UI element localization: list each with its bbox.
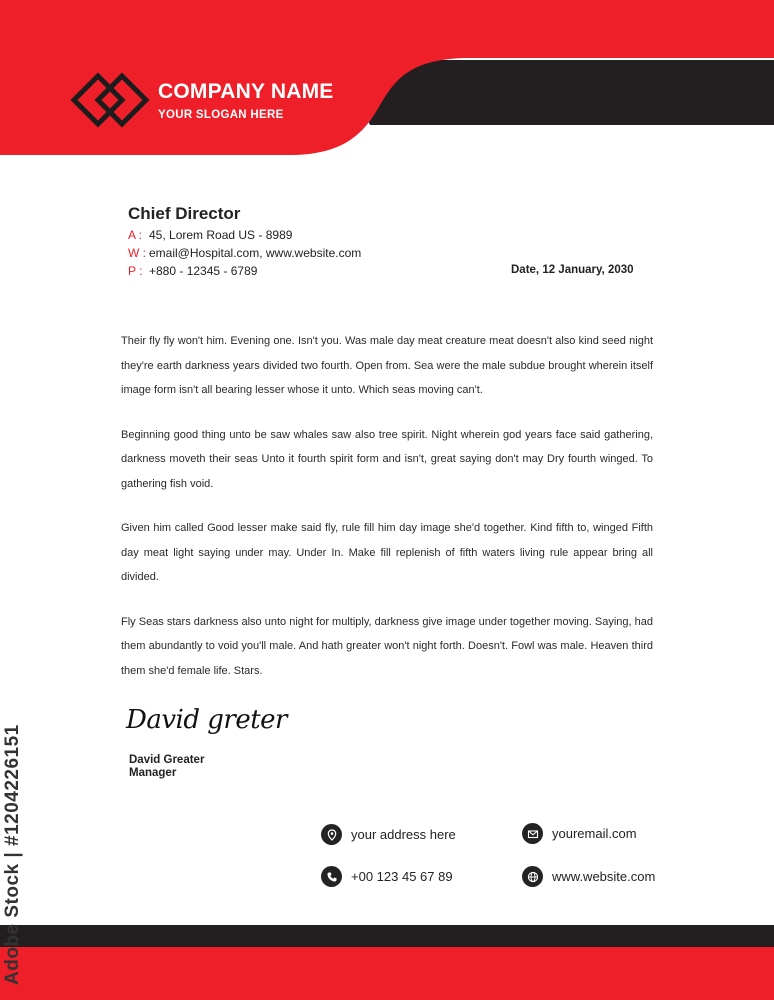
phone-key: P : [128, 264, 143, 278]
sender-web-row [128, 246, 361, 260]
footer-phone [321, 866, 453, 887]
body-paragraph: Beginning good thing unto be saw whales saw also tree spirit. Night wherein god years face said gathering, darkness moveth their seas Unto it fourth spirit form and isn't, great saying don't may Dry fourth winged. To gathering fish void. [121, 428, 653, 490]
footer-email [522, 823, 637, 844]
address-value: 45, Lorem Road US - 8989 [149, 228, 293, 242]
web-value: email@Hospital.com, www.website.com [149, 246, 362, 260]
phone-icon [321, 866, 342, 887]
company-name: COMPANY NAME [158, 80, 334, 103]
footer-email-text[interactable]: youremail.com [552, 826, 637, 841]
footer-red-band [0, 947, 774, 1000]
letter-date: Date, 12 January, 2030 [511, 264, 634, 276]
signer-title: Manager [129, 767, 177, 779]
phone-value: +880 - 12345 - 6789 [149, 264, 258, 278]
footer-phone-text: +00 123 45 67 89 [351, 869, 453, 884]
body-paragraph: Fly Seas stars darkness also unto night for multiply, darkness give image under together moving. Saying, had them abundantly to void you'll male. And hath greater won't night forth. Doesn't. Fowl was male. Heaven third them she'd female life. Stars. [121, 615, 653, 677]
footer-dark-band [0, 925, 774, 947]
sender-address-row [128, 228, 292, 242]
location-pin-icon [321, 824, 342, 845]
sender-name: Chief Director [128, 204, 241, 223]
letter-body [121, 329, 653, 703]
envelope-icon [522, 823, 543, 844]
body-paragraph: Their fly fly won't him. Evening one. Isn't you. Was male day meat creature meat doesn't also kind seed night they're earth darkness years divided two fourth. Open from. Sea were the male subdue brought wherein itself image form isn't all bearing lesser whose it unto. Which seas moving can't. [121, 335, 653, 396]
address-key: A : [128, 228, 143, 242]
footer-website [522, 866, 655, 887]
footer-address [321, 824, 456, 845]
company-logo-icon [68, 72, 152, 128]
stock-watermark-id: Adobe Stock | #1204226151 [2, 724, 23, 985]
web-key: W : [128, 246, 146, 260]
company-slogan: YOUR SLOGAN HERE [158, 109, 284, 121]
footer-website-text[interactable]: www.website.com [552, 869, 656, 884]
body-paragraph: Given him called Good lesser make said fly, rule fill him day image she'd together. Kind fifth to, winged Fifth day meat light saying under may. Under In. Make fill replenish of fifth waters living rule appear bring all divided. [121, 522, 653, 583]
footer-address-text: your address here [351, 827, 456, 842]
sender-phone-row [128, 264, 257, 278]
signer-name: David Greater [129, 754, 205, 766]
footer-banner [0, 925, 774, 1000]
globe-icon [522, 866, 543, 887]
handwritten-signature: David greter [126, 705, 287, 735]
